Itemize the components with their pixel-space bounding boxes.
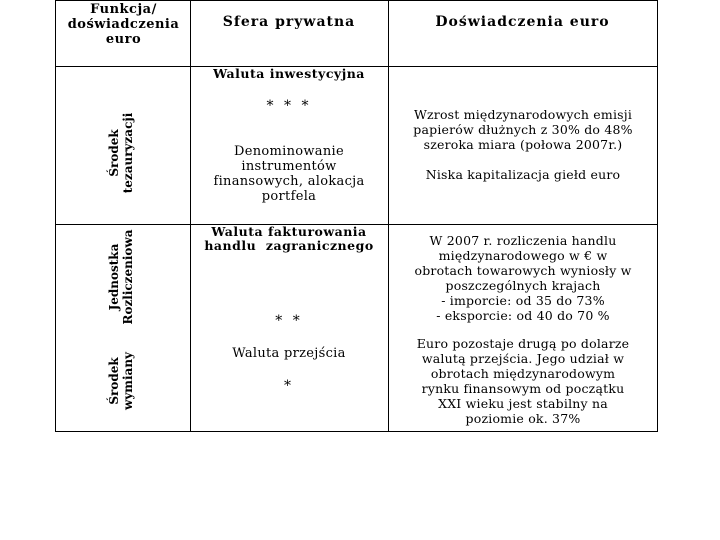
euro-text-line: obrotach międzynarodowym (430, 366, 616, 381)
euro-text-line: szeroka miara (połowa 2007r.) (423, 137, 623, 152)
row-label-unit-of-account (107, 217, 137, 337)
private-text-line: Denominowanie (233, 144, 344, 159)
investment-currency-description (191, 144, 387, 204)
header-euro-experience: Doświadczenia euro (435, 14, 610, 30)
euro-text-line: Euro pozostaje drugą po dolarze (416, 336, 630, 351)
rating-stars-one: * (284, 378, 294, 394)
euro-text-line: papierów dłużnych z 30% do 48% (413, 122, 633, 137)
private-text-line: finansowych, alokacja (213, 174, 365, 189)
header-private-sphere: Sfera prywatna (222, 14, 356, 30)
row-label-exchange-line2: wymiany (121, 351, 135, 411)
row-label-unit-line1: Jednostka (107, 243, 121, 311)
row-label-store-of-value (107, 93, 137, 213)
row-label-store-line2: tezauryzacji (121, 112, 135, 194)
header-function-line2: doświadczenia (67, 17, 180, 32)
euro-text-line: W 2007 r. rozliczenia handlu (429, 233, 617, 248)
row-label-store-line1: Środek (107, 129, 121, 177)
euro-text-line: poziomie ok. 37% (465, 411, 581, 426)
euro-text-line: - imporcie: od 35 do 73% (441, 293, 605, 308)
private-text-line: portfela (261, 189, 317, 204)
vehicle-currency-label: Waluta przejścia (232, 346, 346, 361)
vehicle-currency-note (389, 336, 657, 426)
rating-stars-two: * * (275, 313, 303, 329)
bond-issuance-note (389, 107, 657, 152)
invoicing-currency-title (191, 225, 387, 253)
header-function-line3: euro (105, 32, 142, 47)
euro-text-line: poszczególnych krajach (445, 278, 601, 293)
rating-stars-three: * * * (266, 98, 312, 114)
investment-currency-title: Waluta inwestycyjna (213, 66, 365, 81)
euro-text-line: XXI wieku jest stabilny na (438, 396, 608, 411)
row-label-unit-line2: Rozliczeniowa (121, 229, 135, 325)
header-function (56, 2, 191, 47)
header-function-line1: Funkcja/ (90, 2, 157, 17)
trade-settlement-note (389, 233, 657, 323)
column-divider-1 (190, 0, 191, 432)
euro-text-line: - eksporcie: od 40 do 70 % (436, 308, 610, 323)
euro-text-line: międzynarodowego w € w (438, 248, 608, 263)
invoicing-title-line1: Waluta fakturowania (211, 224, 367, 239)
row-label-exchange-line1: Środek (107, 357, 121, 405)
euro-text-line: Wzrost międzynarodowych emisji (413, 107, 633, 122)
row-label-medium-of-exchange (107, 321, 137, 441)
euro-text-line: rynku finansowym od początku (421, 381, 625, 396)
market-capitalization-note: Niska kapitalizacja giełd euro (425, 167, 621, 182)
euro-text-line: walutą przejścia. Jego udział w (421, 351, 625, 366)
private-text-line: instrumentów (241, 159, 337, 174)
euro-text-line: obrotach towarowych wyniosły w (414, 263, 632, 278)
invoicing-title-line2: handlu zagranicznego (204, 238, 374, 253)
